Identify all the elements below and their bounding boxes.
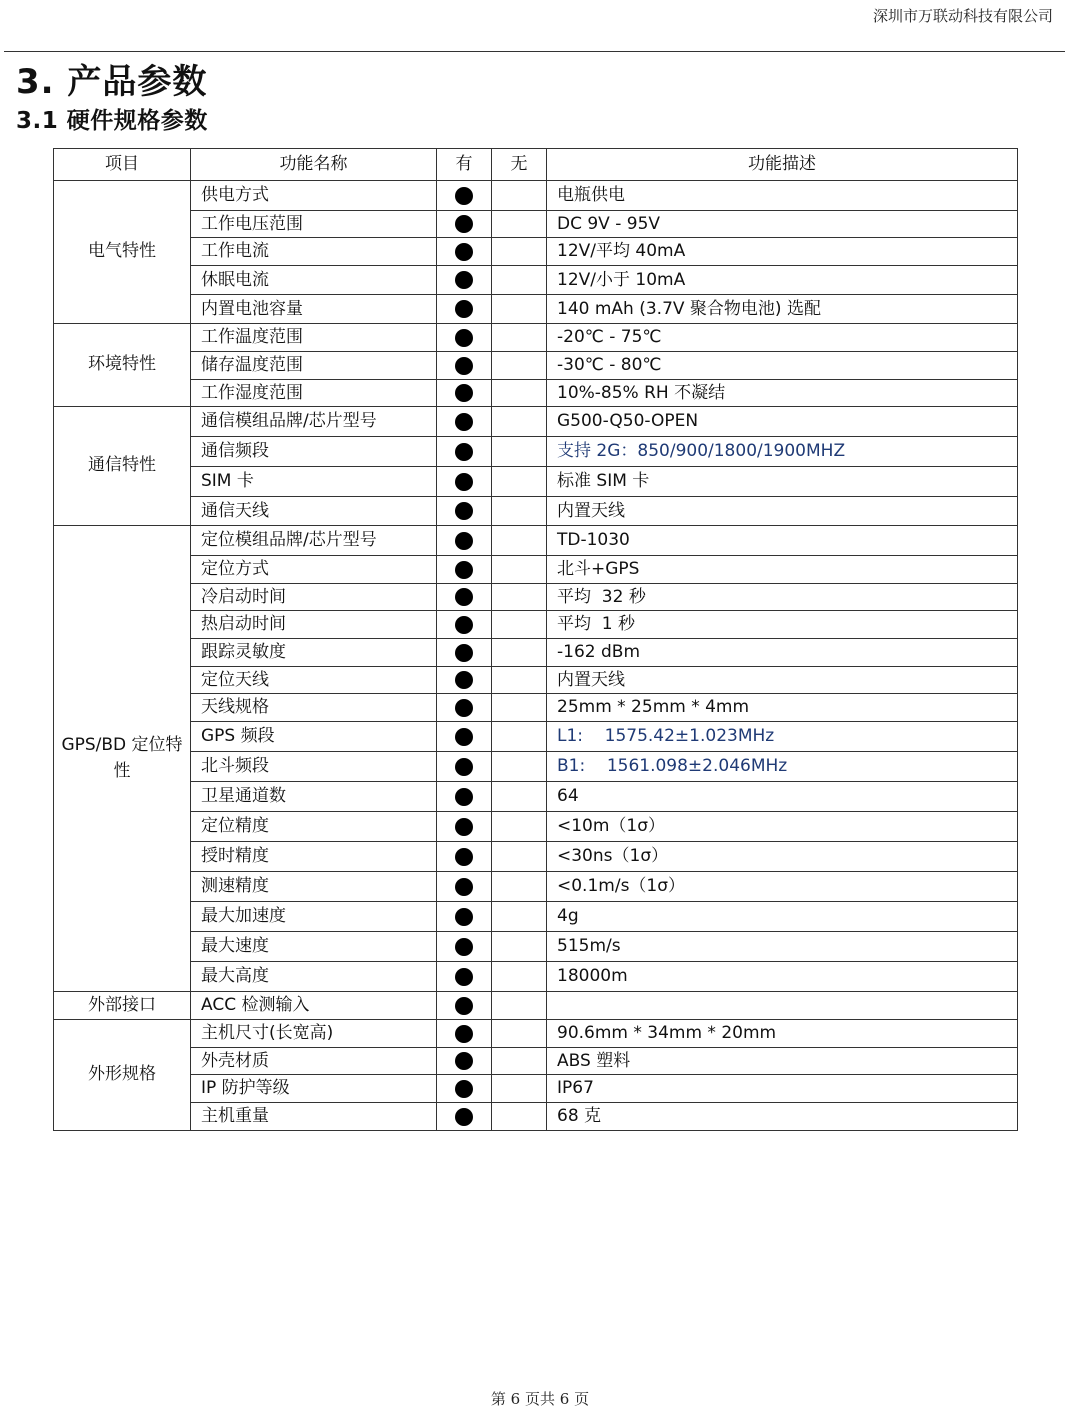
- function-name-cell: 供电方式: [191, 181, 437, 211]
- filled-circle-icon: [455, 644, 473, 662]
- description-cell: IP67: [547, 1075, 1018, 1103]
- has-cell: [437, 584, 492, 611]
- header-rule: [4, 51, 1065, 52]
- table-row: [54, 694, 1018, 722]
- has-cell: [437, 556, 492, 584]
- none-cell: [492, 1075, 547, 1103]
- filled-circle-icon: [455, 300, 473, 318]
- filled-circle-icon: [455, 671, 473, 689]
- table-row: [54, 211, 1018, 238]
- table-row: [54, 407, 1018, 437]
- none-cell: [492, 437, 547, 467]
- table-row: [54, 611, 1018, 639]
- has-cell: [437, 611, 492, 639]
- function-name-cell: 北斗频段: [191, 752, 437, 782]
- description-cell: 北斗+GPS: [547, 556, 1018, 584]
- filled-circle-icon: [455, 699, 473, 717]
- description-cell: 内置天线: [547, 667, 1018, 694]
- has-cell: [437, 238, 492, 266]
- description-cell: DC 9V - 95V: [547, 211, 1018, 238]
- has-cell: [437, 722, 492, 752]
- filled-circle-icon: [455, 187, 473, 205]
- table-row: [54, 266, 1018, 295]
- function-name-cell: 通信频段: [191, 437, 437, 467]
- filled-circle-icon: [455, 728, 473, 746]
- table-row: [54, 437, 1018, 467]
- description-cell: [547, 992, 1018, 1020]
- function-name-cell: 定位精度: [191, 812, 437, 842]
- none-cell: [492, 694, 547, 722]
- description-cell: 12V/平均 40mA: [547, 238, 1018, 266]
- has-cell: [437, 437, 492, 467]
- has-cell: [437, 407, 492, 437]
- description-cell: <10m（1σ）: [547, 812, 1018, 842]
- function-name-cell: 最大加速度: [191, 902, 437, 932]
- function-name-cell: 工作电压范围: [191, 211, 437, 238]
- filled-circle-icon: [455, 1080, 473, 1098]
- function-name-cell: 天线规格: [191, 694, 437, 722]
- table-row: [54, 380, 1018, 407]
- function-name-cell: 冷启动时间: [191, 584, 437, 611]
- description-cell: 平均 32 秒: [547, 584, 1018, 611]
- none-cell: [492, 380, 547, 407]
- table-row: [54, 667, 1018, 694]
- none-cell: [492, 266, 547, 295]
- description-cell: 支持 2G：850/900/1800/1900MHZ: [547, 437, 1018, 467]
- description-cell: 68 克: [547, 1103, 1018, 1131]
- column-header: 无: [492, 149, 547, 181]
- description-cell: L1: 1575.42±1.023MHz: [547, 722, 1018, 752]
- function-name-cell: 工作湿度范围: [191, 380, 437, 407]
- filled-circle-icon: [455, 502, 473, 520]
- none-cell: [492, 324, 547, 352]
- table-row: [54, 992, 1018, 1020]
- table-row: [54, 352, 1018, 380]
- description-cell: <0.1m/s（1σ）: [547, 872, 1018, 902]
- none-cell: [492, 352, 547, 380]
- has-cell: [437, 694, 492, 722]
- none-cell: [492, 722, 547, 752]
- filled-circle-icon: [455, 357, 473, 375]
- table-row: [54, 1048, 1018, 1075]
- description-cell: 10%-85% RH 不凝结: [547, 380, 1018, 407]
- filled-circle-icon: [455, 443, 473, 461]
- has-cell: [437, 526, 492, 556]
- function-name-cell: 卫星通道数: [191, 782, 437, 812]
- function-name-cell: 工作温度范围: [191, 324, 437, 352]
- none-cell: [492, 295, 547, 324]
- table-row: [54, 782, 1018, 812]
- company-name: 深圳市万联动科技有限公司: [872, 7, 1053, 25]
- none-cell: [492, 1103, 547, 1131]
- category-cell: 通信特性: [54, 407, 191, 526]
- function-name-cell: ACC 检测输入: [191, 992, 437, 1020]
- filled-circle-icon: [455, 848, 473, 866]
- table-row: [54, 238, 1018, 266]
- table-row: [54, 324, 1018, 352]
- function-name-cell: 定位天线: [191, 667, 437, 694]
- has-cell: [437, 932, 492, 962]
- table-row: [54, 752, 1018, 782]
- has-cell: [437, 842, 492, 872]
- has-cell: [437, 324, 492, 352]
- none-cell: [492, 782, 547, 812]
- filled-circle-icon: [455, 997, 473, 1015]
- page-number: 第 6 页共 6 页: [490, 1390, 590, 1408]
- none-cell: [492, 497, 547, 526]
- has-cell: [437, 752, 492, 782]
- category-cell: 环境特性: [54, 324, 191, 407]
- function-name-cell: 定位方式: [191, 556, 437, 584]
- filled-circle-icon: [455, 215, 473, 233]
- has-cell: [437, 667, 492, 694]
- none-cell: [492, 902, 547, 932]
- filled-circle-icon: [455, 243, 473, 261]
- table-row: [54, 1103, 1018, 1131]
- none-cell: [492, 1020, 547, 1048]
- has-cell: [437, 1075, 492, 1103]
- column-header: 项目: [54, 149, 191, 181]
- none-cell: [492, 812, 547, 842]
- table-row: [54, 181, 1018, 211]
- none-cell: [492, 962, 547, 992]
- none-cell: [492, 611, 547, 639]
- has-cell: [437, 497, 492, 526]
- function-name-cell: 定位模组品牌/芯片型号: [191, 526, 437, 556]
- description-cell: 515m/s: [547, 932, 1018, 962]
- filled-circle-icon: [455, 758, 473, 776]
- filled-circle-icon: [455, 968, 473, 986]
- none-cell: [492, 467, 547, 497]
- description-cell: TD-1030: [547, 526, 1018, 556]
- table-row: [54, 584, 1018, 611]
- category-cell: 电气特性: [54, 181, 191, 324]
- description-cell: 140 mAh (3.7V 聚合物电池) 选配: [547, 295, 1018, 324]
- filled-circle-icon: [455, 1052, 473, 1070]
- column-header: 功能描述: [547, 149, 1018, 181]
- description-cell: 25mm * 25mm * 4mm: [547, 694, 1018, 722]
- category-cell: 外部接口: [54, 992, 191, 1020]
- none-cell: [492, 752, 547, 782]
- none-cell: [492, 872, 547, 902]
- has-cell: [437, 211, 492, 238]
- function-name-cell: GPS 频段: [191, 722, 437, 752]
- has-cell: [437, 872, 492, 902]
- table-row: [54, 812, 1018, 842]
- filled-circle-icon: [455, 473, 473, 491]
- has-cell: [437, 266, 492, 295]
- table-row: [54, 556, 1018, 584]
- description-cell: 12V/小于 10mA: [547, 266, 1018, 295]
- has-cell: [437, 639, 492, 667]
- none-cell: [492, 932, 547, 962]
- filled-circle-icon: [455, 616, 473, 634]
- function-name-cell: 主机重量: [191, 1103, 437, 1131]
- function-name-cell: 外壳材质: [191, 1048, 437, 1075]
- has-cell: [437, 1048, 492, 1075]
- table-row: [54, 1020, 1018, 1048]
- table-row: [54, 872, 1018, 902]
- description-cell: G500-Q50-OPEN: [547, 407, 1018, 437]
- has-cell: [437, 380, 492, 407]
- filled-circle-icon: [455, 788, 473, 806]
- none-cell: [492, 842, 547, 872]
- description-cell: -20℃ - 75℃: [547, 324, 1018, 352]
- description-cell: 内置天线: [547, 497, 1018, 526]
- spec-table: [53, 148, 1018, 1131]
- description-cell: 平均 1 秒: [547, 611, 1018, 639]
- has-cell: [437, 181, 492, 211]
- filled-circle-icon: [455, 1108, 473, 1126]
- filled-circle-icon: [455, 532, 473, 550]
- column-header: 功能名称: [191, 149, 437, 181]
- none-cell: [492, 639, 547, 667]
- filled-circle-icon: [455, 908, 473, 926]
- filled-circle-icon: [455, 271, 473, 289]
- function-name-cell: 储存温度范围: [191, 352, 437, 380]
- has-cell: [437, 902, 492, 932]
- filled-circle-icon: [455, 938, 473, 956]
- table-row: [54, 639, 1018, 667]
- has-cell: [437, 992, 492, 1020]
- section-title: 3.1 硬件规格参数: [16, 108, 208, 134]
- function-name-cell: SIM 卡: [191, 467, 437, 497]
- description-cell: <30ns（1σ）: [547, 842, 1018, 872]
- description-cell: ABS 塑料: [547, 1048, 1018, 1075]
- filled-circle-icon: [455, 413, 473, 431]
- function-name-cell: 最大高度: [191, 962, 437, 992]
- function-name-cell: 热启动时间: [191, 611, 437, 639]
- function-name-cell: 通信模组品牌/芯片型号: [191, 407, 437, 437]
- page-title: 3. 产品参数: [16, 62, 208, 102]
- none-cell: [492, 407, 547, 437]
- none-cell: [492, 556, 547, 584]
- table-row: [54, 467, 1018, 497]
- category-cell: GPS/BD 定位特性: [54, 526, 191, 992]
- has-cell: [437, 782, 492, 812]
- none-cell: [492, 211, 547, 238]
- function-name-cell: 工作电流: [191, 238, 437, 266]
- filled-circle-icon: [455, 588, 473, 606]
- description-cell: 64: [547, 782, 1018, 812]
- description-cell: 90.6mm * 34mm * 20mm: [547, 1020, 1018, 1048]
- function-name-cell: 休眠电流: [191, 266, 437, 295]
- filled-circle-icon: [455, 384, 473, 402]
- none-cell: [492, 526, 547, 556]
- table-row: [54, 902, 1018, 932]
- none-cell: [492, 1048, 547, 1075]
- description-cell: B1: 1561.098±2.046MHz: [547, 752, 1018, 782]
- filled-circle-icon: [455, 878, 473, 896]
- filled-circle-icon: [455, 818, 473, 836]
- has-cell: [437, 1103, 492, 1131]
- has-cell: [437, 1020, 492, 1048]
- column-header: 有: [437, 149, 492, 181]
- none-cell: [492, 667, 547, 694]
- function-name-cell: 主机尺寸(长宽高): [191, 1020, 437, 1048]
- table-row: [54, 295, 1018, 324]
- filled-circle-icon: [455, 1025, 473, 1043]
- none-cell: [492, 238, 547, 266]
- table-row: [54, 932, 1018, 962]
- description-cell: 电瓶供电: [547, 181, 1018, 211]
- has-cell: [437, 295, 492, 324]
- table-row: [54, 526, 1018, 556]
- function-name-cell: 测速精度: [191, 872, 437, 902]
- filled-circle-icon: [455, 329, 473, 347]
- filled-circle-icon: [455, 561, 473, 579]
- has-cell: [437, 962, 492, 992]
- function-name-cell: 授时精度: [191, 842, 437, 872]
- table-row: [54, 722, 1018, 752]
- table-row: [54, 962, 1018, 992]
- has-cell: [437, 352, 492, 380]
- function-name-cell: 通信天线: [191, 497, 437, 526]
- table-row: [54, 497, 1018, 526]
- table-row: [54, 842, 1018, 872]
- none-cell: [492, 584, 547, 611]
- description-cell: 4g: [547, 902, 1018, 932]
- description-cell: -30℃ - 80℃: [547, 352, 1018, 380]
- function-name-cell: IP 防护等级: [191, 1075, 437, 1103]
- description-cell: 18000m: [547, 962, 1018, 992]
- table-row: [54, 1075, 1018, 1103]
- has-cell: [437, 812, 492, 842]
- none-cell: [492, 992, 547, 1020]
- description-cell: -162 dBm: [547, 639, 1018, 667]
- has-cell: [437, 467, 492, 497]
- table-header-row: [54, 149, 1018, 181]
- none-cell: [492, 181, 547, 211]
- category-cell: 外形规格: [54, 1020, 191, 1131]
- description-cell: 标准 SIM 卡: [547, 467, 1018, 497]
- function-name-cell: 最大速度: [191, 932, 437, 962]
- function-name-cell: 内置电池容量: [191, 295, 437, 324]
- function-name-cell: 跟踪灵敏度: [191, 639, 437, 667]
